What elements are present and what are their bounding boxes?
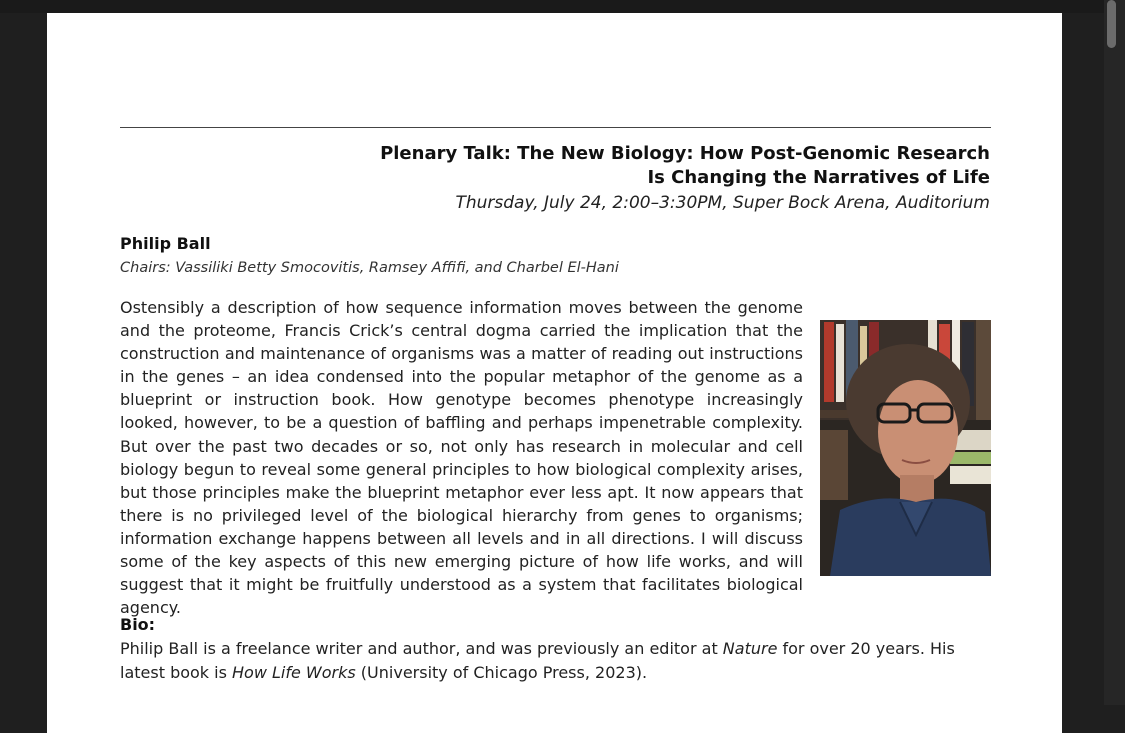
bio-label: Bio: [120,615,156,634]
bio-text-part1: Philip Ball is a freelance writer and author, and was previously an editor at [120,639,723,658]
top-bar [0,0,1125,13]
talk-title [290,142,990,190]
header-rule [120,127,991,128]
speaker-name: Philip Ball [120,234,211,253]
talk-title-line2: Is Changing the Narratives of Life [647,167,990,188]
talk-abstract: Ostensibly a description of how sequence information moves between the genome and the proteome, Francis Crick’s central dogma carried the implication that the construction and maintenance of organisms was a matter of reading out instructions in the genes – an idea condensed into the popular metaphor of the genome as a blueprint or instruction book. How genotype becomes phenotype increasingly looked, however, to be a question of baffling and perhaps impenetrable complexity. But over the past two decades or so, not only has research in molecular and cell biology begun to reveal some general principles to how biological complexity arises, but those principles make the blueprint metaphor ever less apt. It now appears that there is no privileged level of the biological hierarchy from genes to organisms; information exchange happens between all levels and in all directions. I will discuss some of the key aspects of this new emerging picture of how life works, and will suggest that it might be fruitfully understood as a system that facilitates biological agency. [120,298,803,618]
scrollbar-track[interactable] [1104,0,1125,705]
talk-datetime: Thursday, July 24, 2:00–3:30PM, Super Bock Arena, Auditorium [455,193,990,213]
bio-text [120,637,1000,684]
document-page [47,13,1062,733]
bio-text-part2: for over 20 years. His latest book is [120,639,955,682]
bio-italic-nature: Nature [722,639,778,658]
speaker-photo [820,320,991,576]
bio-text-part3: (University of Chicago Press, 2023). [355,662,648,682]
session-chairs: Chairs: Vassiliki Betty Smocovitis, Ramsey Affifi, and Charbel El-Hani [120,260,619,276]
bio-italic-book: How Life Works [232,662,356,682]
scrollbar-thumb[interactable] [1107,0,1116,48]
talk-title-line1: Plenary Talk: The New Biology: How Post-Genomic Research [380,143,990,164]
